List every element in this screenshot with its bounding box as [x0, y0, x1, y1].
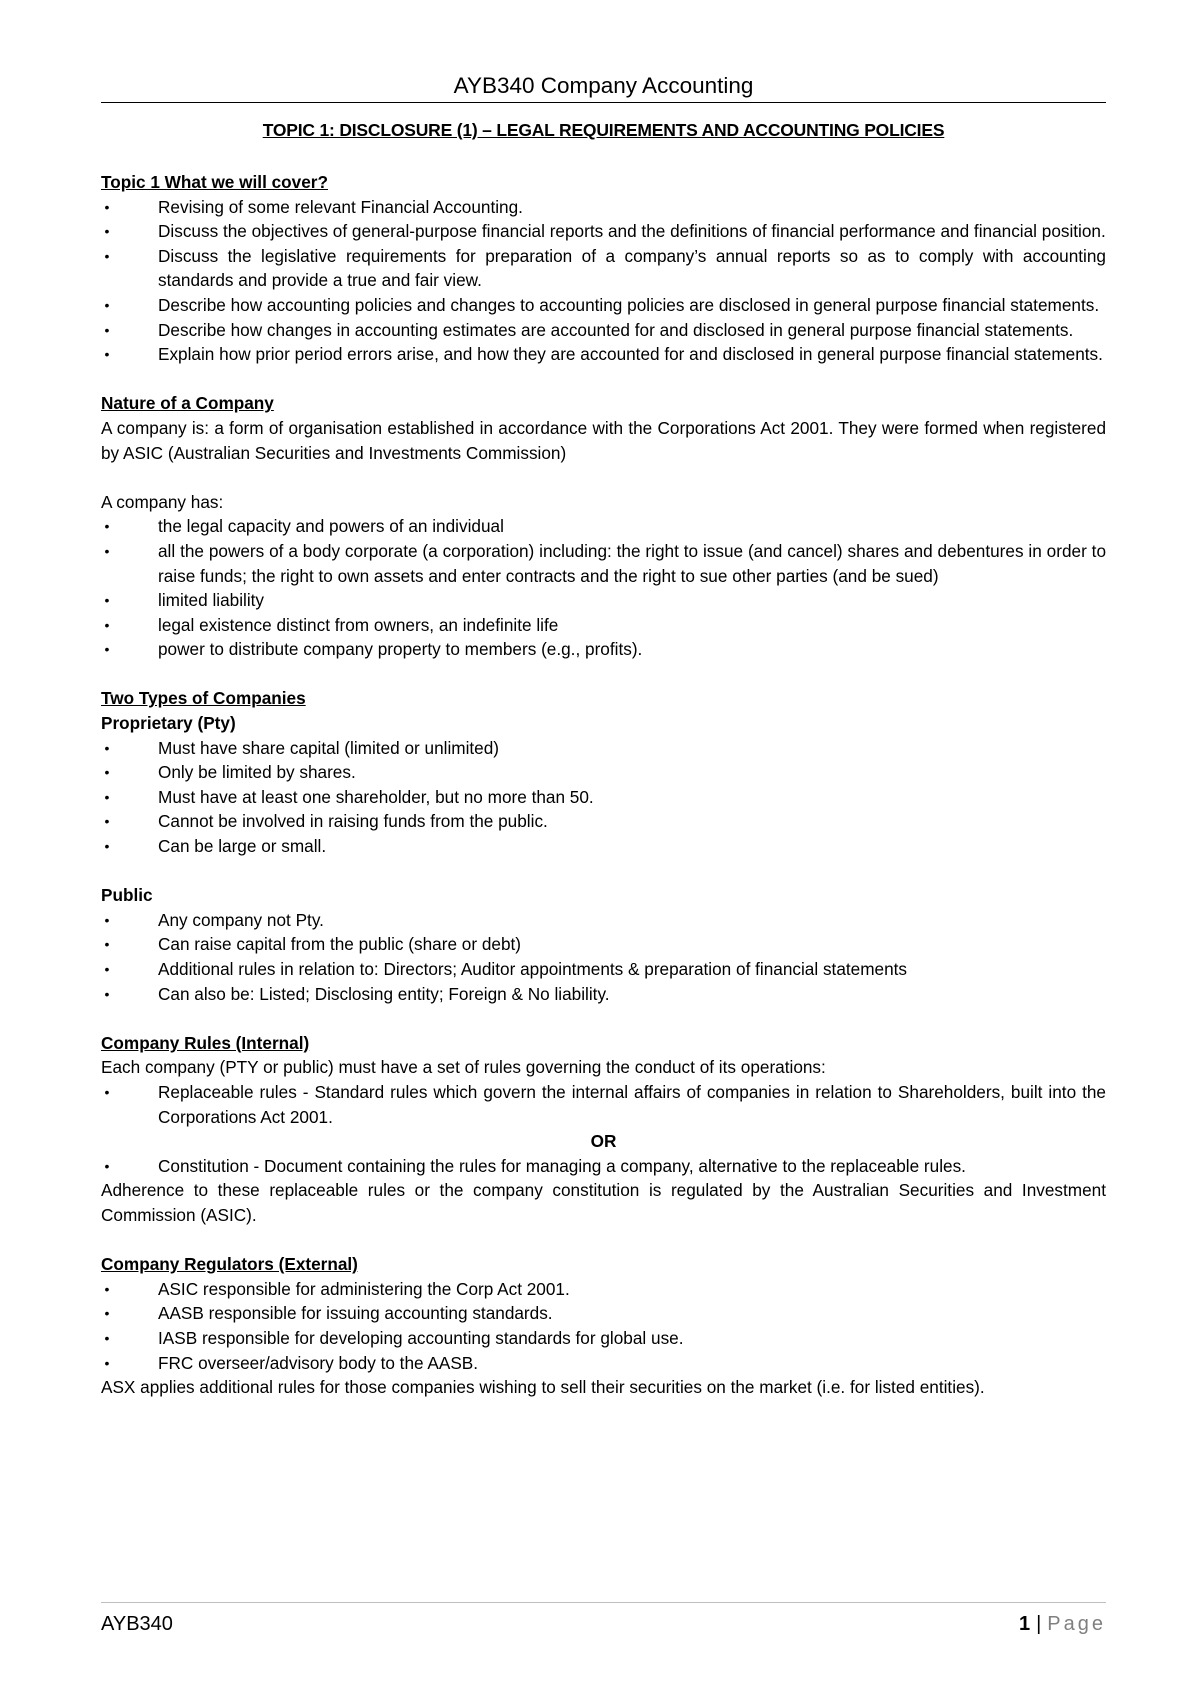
list-item: • Only be limited by shares. [101, 760, 1106, 785]
regulators-list [101, 1277, 1106, 1375]
bullet-icon: • [104, 813, 110, 830]
page-header-title: AYB340 Company Accounting [453, 73, 754, 98]
list-item: • Constitution - Document containing the rules for managing a company, alternative to the replaceable rules. [101, 1154, 1106, 1179]
list-item: • Explain how prior period errors arise, and how they are accounted for and disclosed in general purpose financial statements. [101, 342, 1106, 367]
list-item: • all the powers of a body corporate (a corporation) including: the right to issue (and cancel) shares and debentures in order to raise funds; the right to own assets and enter contracts and the right to sue other parties (and be sued) [101, 539, 1106, 588]
paragraph: A company has: [101, 491, 224, 512]
paragraph: Each company (PTY or public) must have a set of rules governing the conduct of its operations: [101, 1057, 826, 1078]
bullet-icon: • [104, 961, 110, 977]
list-item: • Can also be: Listed; Disclosing entity; Foreign & No liability. [101, 982, 1106, 1007]
page-number: 1 [1018, 1613, 1031, 1635]
bullet-icon: • [104, 198, 110, 215]
list-item: • IASB responsible for developing accounting standards for global use. [101, 1326, 1106, 1351]
bullet-icon: • [104, 542, 110, 559]
list-item: • ASIC responsible for administering the Corp Act 2001. [101, 1277, 1106, 1302]
bullet-icon: • [104, 346, 110, 363]
bullet-icon: • [104, 788, 110, 805]
bullet-icon: • [104, 1083, 110, 1100]
company-has-list [101, 514, 1106, 662]
section-heading-company-rules: Company Rules (Internal) [101, 1032, 310, 1053]
list-item: • Must have share capital (limited or unlimited) [101, 736, 1106, 761]
bullet-icon: • [104, 838, 110, 855]
list-item: • legal existence distinct from owners, an indefinite life [101, 613, 1106, 638]
list-item: • Cannot be involved in raising funds from the public. [101, 809, 1106, 834]
bullet-icon: • [104, 764, 110, 781]
rules-list-1 [101, 1080, 1106, 1129]
subheading-public: Public [101, 885, 153, 906]
list-item: • power to distribute company property to members (e.g., profits). [101, 637, 1106, 662]
bullet-icon: • [104, 223, 110, 240]
list-item: • Discuss the legislative requirements for preparation of a company’s annual reports so as to comply with accounting standards and provide a true and fair view. [101, 244, 1106, 293]
list-item: • Can raise capital from the public (share or debt) [101, 932, 1106, 957]
bullet-icon: • [104, 247, 110, 264]
header-divider [101, 102, 1106, 103]
section-heading-topic-cover: Topic 1 What we will cover? [101, 172, 328, 192]
paragraph: A company is: a form of organisation established in accordance with the Corporations Act 2001. They were formed when registered by ASIC (Australian Securities and Investments Commission) [101, 417, 1106, 463]
section-heading-nature: Nature of a Company [101, 393, 274, 414]
bullet-icon: • [104, 518, 110, 535]
bullet-icon: • [104, 911, 110, 928]
rules-list-2 [101, 1154, 1106, 1179]
section-heading-two-types: Two Types of Companies [101, 688, 306, 709]
bullet-icon: • [104, 296, 110, 313]
list-item: • Additional rules in relation to: Directors; Auditor appointments & preparation of financial statements [101, 957, 1106, 982]
list-item: • Describe how accounting policies and changes to accounting policies are disclosed in general purpose financial statements. [101, 293, 1106, 318]
list-item: • Must have at least one shareholder, but no more than 50. [101, 785, 1106, 810]
bullet-icon: • [104, 936, 110, 953]
bullet-icon: • [104, 985, 110, 1002]
list-item: • Can be large or small. [101, 834, 1106, 859]
pty-list [101, 736, 1106, 859]
bullet-icon: • [104, 739, 110, 756]
footer-course-code: AYB340 [101, 1613, 173, 1635]
bullet-icon: • [104, 641, 110, 658]
bullet-icon: • [104, 1354, 110, 1371]
document-body [101, 170, 1106, 1400]
footer-divider [101, 1602, 1106, 1603]
list-item: • Describe how changes in accounting estimates are accounted for and disclosed in general purpose financial statements. [101, 318, 1106, 343]
topic-title: TOPIC 1: DISCLOSURE (1) – LEGAL REQUIREMENTS AND ACCOUNTING POLICIES [262, 120, 945, 140]
bullet-icon: • [104, 1329, 110, 1346]
list-item: • FRC overseer/advisory body to the AASB. [101, 1351, 1106, 1376]
page-separator: | [1036, 1613, 1042, 1635]
paragraph: ASX applies additional rules for those companies wishing to sell their securities on the market (i.e. for listed entities). [101, 1377, 985, 1398]
or-separator: OR [590, 1131, 617, 1152]
list-item: • the legal capacity and powers of an individual [101, 514, 1106, 539]
public-list [101, 908, 1106, 1006]
list-item: • AASB responsible for issuing accounting standards. [101, 1301, 1106, 1326]
bullet-icon: • [104, 1157, 110, 1174]
subheading-proprietary: Proprietary (Pty) [101, 713, 236, 734]
page-label: Page [1047, 1613, 1106, 1635]
bullet-icon: • [104, 592, 110, 609]
bullet-icon: • [104, 321, 110, 338]
list-item: • Discuss the objectives of general-purpose financial reports and the definitions of financial performance and financial position. [101, 219, 1106, 244]
list-item: • Any company not Pty. [101, 908, 1106, 933]
bullet-icon: • [104, 1280, 110, 1297]
bullet-icon: • [104, 1305, 110, 1322]
bullet-icon: • [104, 616, 110, 633]
cover-list [101, 195, 1106, 367]
section-heading-regulators: Company Regulators (External) [101, 1254, 358, 1275]
list-item: • Revising of some relevant Financial Accounting. [101, 195, 1106, 220]
list-item: • Replaceable rules - Standard rules which govern the internal affairs of companies in relation to Shareholders, built into the Corporations Act 2001. [101, 1080, 1106, 1129]
list-item: • limited liability [101, 588, 1106, 613]
paragraph: Adherence to these replaceable rules or the company constitution is regulated by the Australian Securities and Investment Commission (ASIC). [101, 1180, 1106, 1225]
footer-page-indicator [1019, 1611, 1106, 1637]
